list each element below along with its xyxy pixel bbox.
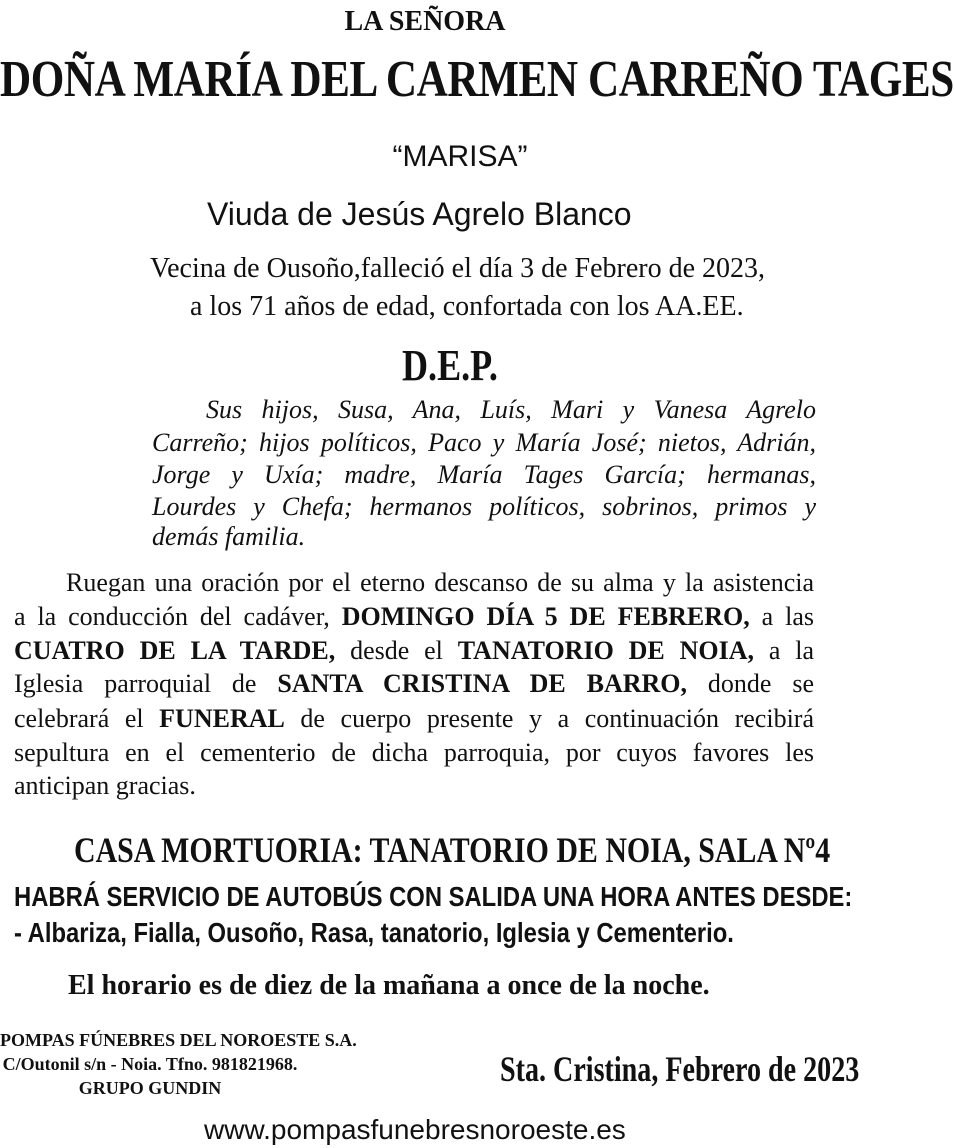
announcement-line-1 <box>14 568 814 598</box>
mortuary-info: CASA MORTUORIA: TANATORIO DE NOIA, SALA Nº4 <box>74 830 831 870</box>
bus-service-line-2: - Albariza, Fialla, Ousoño, Rasa, tanatorio, Iglesia y Cementerio. <box>14 917 734 948</box>
family-line-4: Lourdes y Chefa; hermanos políticos, sobrinos, primos y <box>152 492 816 521</box>
funeral-origin: TANATORIO DE NOIA, <box>457 636 755 665</box>
death-info-line-1: Vecina de Ousoño,falleció el día 3 de Febrero de 2023, <box>150 253 766 284</box>
dep-heading: D.E.P. <box>402 341 498 390</box>
announcement-line-7: anticipan gracias. <box>14 771 196 800</box>
funeral-home-group: GRUPO GUNDIN <box>78 1078 222 1098</box>
family-line-1 <box>152 395 816 425</box>
announcement-line-6: sepultura en el cementerio de dicha parroquia, por cuyos favores les <box>14 738 814 767</box>
widow-line: Viuda de Jesús Agrelo Blanco <box>207 196 632 232</box>
website-link[interactable]: www.pompasfunebresnoroeste.es <box>204 1114 626 1145</box>
announcement-text: de cuerpo presente y a continuación recibirá <box>300 704 814 733</box>
funeral-time: CUATRO DE LA TARDE, <box>14 636 336 665</box>
funeral-home-address: C/Outonil s/n - Noia. Tfno. 981821968. <box>2 1054 298 1074</box>
announcement-line-4 <box>14 669 814 699</box>
death-info-line-2: a los 71 años de edad, confortada con los AA.EE. <box>190 291 744 322</box>
announcement-text-1: Ruegan una oración por el eterno descanso de su alma y la asistencia <box>66 568 814 597</box>
funeral-home-name: POMPAS FÚNEBRES DEL NOROESTE S.A. <box>0 1030 357 1050</box>
church-name: SANTA CRISTINA DE BARRO, <box>277 669 688 698</box>
family-line-3: Jorge y Uxía; madre, María Tages García; hermanas, <box>152 460 816 489</box>
bus-service-line-1: HABRÁ SERVICIO DE AUTOBÚS CON SALIDA UNA HORA ANTES DESDE: <box>14 881 853 912</box>
deceased-name: DOÑA MARÍA DEL CARMEN CARREÑO TAGES <box>0 51 954 108</box>
heading-la-senora: LA SEÑORA <box>344 6 506 37</box>
place-date: Sta. Cristina, Febrero de 2023 <box>500 1049 860 1089</box>
announcement-text: donde se <box>707 669 814 698</box>
announcement-line-2 <box>14 602 814 632</box>
announcement-text: desde el <box>350 636 443 665</box>
announcement-line-5 <box>14 704 814 734</box>
family-line-5: demás familia. <box>152 522 306 551</box>
announcement-line-3 <box>14 636 814 666</box>
schedule-line: El horario es de diez de la mañana a once de la noche. <box>68 970 710 1001</box>
funeral-date: DOMINGO DÍA 5 DE FEBRERO, <box>341 602 750 631</box>
family-line-2: Carreño; hijos políticos, Paco y María José; nietos, Adrián, <box>152 428 816 457</box>
announcement-text: a la conducción del cadáver, <box>14 602 330 631</box>
announcement-text: a la <box>768 636 815 665</box>
funeral-word: FUNERAL <box>159 704 285 733</box>
announcement-text: celebrará el <box>14 704 144 733</box>
announcement-text: Iglesia parroquial de <box>14 669 257 698</box>
family-text-1: Sus hijos, Susa, Ana, Luís, Mari y Vanesa Agrelo <box>206 395 816 424</box>
nickname: “MARISA” <box>392 140 528 173</box>
announcement-text: a las <box>761 602 814 631</box>
